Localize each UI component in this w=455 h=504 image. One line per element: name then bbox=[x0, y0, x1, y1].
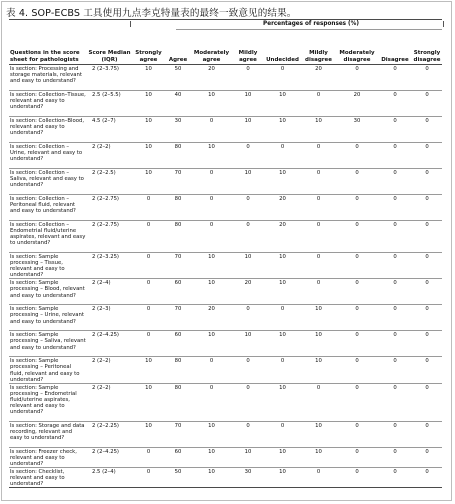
percentage-cell: 0 bbox=[412, 383, 442, 421]
consensus-table bbox=[9, 35, 442, 488]
percentage-cell: 0 bbox=[191, 357, 232, 383]
percentage-cell: 0 bbox=[264, 65, 301, 91]
percentage-cell: 0 bbox=[301, 169, 336, 195]
percentage-cell: 70 bbox=[165, 253, 191, 279]
percentage-cell: 10 bbox=[191, 331, 232, 357]
table-row bbox=[9, 195, 442, 221]
percentage-cell: 60 bbox=[165, 447, 191, 467]
median-cell: 2 (2–2.25) bbox=[87, 421, 132, 447]
percentage-cell: 10 bbox=[132, 91, 165, 117]
question-cell: Is section: Sample processing – Tissue, relevant and easy to understand? bbox=[9, 253, 87, 279]
percentage-cell: 0 bbox=[132, 253, 165, 279]
percentage-cell: 0 bbox=[191, 383, 232, 421]
percentage-cell: 10 bbox=[301, 447, 336, 467]
percentage-cell: 10 bbox=[232, 331, 264, 357]
percentage-cell: 0 bbox=[336, 253, 378, 279]
top-rule bbox=[9, 19, 442, 20]
percentage-cell: 0 bbox=[412, 117, 442, 143]
percentage-cell: 70 bbox=[165, 421, 191, 447]
percentage-cell: 0 bbox=[336, 305, 378, 331]
median-cell: 2 (2–2.75) bbox=[87, 195, 132, 221]
percentage-cell: 0 bbox=[378, 279, 412, 305]
percentage-cell: 80 bbox=[165, 143, 191, 169]
table-row bbox=[9, 117, 442, 143]
question-cell: Is section: Storage and data recording, relevant and easy to understand? bbox=[9, 421, 87, 447]
percentage-cell: 60 bbox=[165, 331, 191, 357]
percentage-cell: 0 bbox=[191, 169, 232, 195]
percentage-cell: 10 bbox=[264, 253, 301, 279]
percentage-cell: 0 bbox=[378, 253, 412, 279]
percentage-cell: 0 bbox=[378, 331, 412, 357]
percentage-cell: 0 bbox=[301, 279, 336, 305]
median-cell: 2 (2–4.25) bbox=[87, 447, 132, 467]
percentage-cell: 40 bbox=[165, 91, 191, 117]
percentages-header: Percentages of responses (%) bbox=[263, 21, 359, 27]
percentage-cell: 10 bbox=[191, 253, 232, 279]
percentage-cell: 20 bbox=[264, 195, 301, 221]
percentage-cell: 10 bbox=[301, 117, 336, 143]
percentage-cell: 10 bbox=[264, 331, 301, 357]
question-cell: Is section: Processing and storage materials, relevant and easy to understand? bbox=[9, 65, 87, 91]
table-row bbox=[9, 468, 442, 488]
percentage-cell: 0 bbox=[232, 143, 264, 169]
table-row bbox=[9, 91, 442, 117]
table-row bbox=[9, 253, 442, 279]
percentage-cell: 20 bbox=[301, 65, 336, 91]
percentage-cell: 0 bbox=[412, 253, 442, 279]
percentage-cell: 0 bbox=[412, 421, 442, 447]
median-cell: 2 (2–3) bbox=[87, 305, 132, 331]
question-cell: Is section: Sample processing – Endometrial fluid/uterine aspirates, relevant and easy to understand? bbox=[9, 383, 87, 421]
percentage-cell: 0 bbox=[336, 331, 378, 357]
percentage-cell: 0 bbox=[301, 253, 336, 279]
percentage-cell: 30 bbox=[336, 117, 378, 143]
percentage-cell: 0 bbox=[412, 468, 442, 488]
percentage-cell: 0 bbox=[378, 169, 412, 195]
percentage-cell: 0 bbox=[378, 305, 412, 331]
percentage-cell: 30 bbox=[165, 117, 191, 143]
percentage-cell: 0 bbox=[378, 143, 412, 169]
percentage-cell: 20 bbox=[232, 279, 264, 305]
question-cell: Is section: Sample processing – Peritoneal fluid, relevant and easy to understand? bbox=[9, 357, 87, 383]
percentage-cell: 10 bbox=[264, 91, 301, 117]
percentage-cell: 0 bbox=[132, 279, 165, 305]
percentage-cell: 10 bbox=[232, 117, 264, 143]
percentage-cell: 0 bbox=[232, 221, 264, 253]
table-row bbox=[9, 447, 442, 467]
percentage-cell: 0 bbox=[336, 195, 378, 221]
percentage-cell: 80 bbox=[165, 221, 191, 253]
percentage-cell: 0 bbox=[232, 421, 264, 447]
question-cell: Is section: Sample processing – Blood, relevant and easy to understand? bbox=[9, 279, 87, 305]
question-cell: Is section: Collection–Tissue, relevant and easy to understand? bbox=[9, 91, 87, 117]
percentage-cell: 10 bbox=[301, 421, 336, 447]
percentage-cell: 10 bbox=[191, 447, 232, 467]
question-cell: Is section: Sample processing – Urine, relevant and easy to understand? bbox=[9, 305, 87, 331]
percentage-cell: 0 bbox=[232, 383, 264, 421]
percentage-cell: 0 bbox=[132, 447, 165, 467]
median-cell: 2 (2–2) bbox=[87, 357, 132, 383]
percentage-cell: 0 bbox=[132, 305, 165, 331]
col-moderately-disagree: Moderately disagree bbox=[336, 35, 378, 65]
table-row bbox=[9, 305, 442, 331]
percentage-cell: 0 bbox=[232, 305, 264, 331]
percentage-cell: 0 bbox=[264, 143, 301, 169]
table-row bbox=[9, 331, 442, 357]
percentage-cell: 10 bbox=[132, 383, 165, 421]
percentage-cell: 10 bbox=[132, 143, 165, 169]
percentage-cell: 0 bbox=[412, 447, 442, 467]
percentage-cell: 0 bbox=[378, 117, 412, 143]
median-cell: 2.5 (2–4) bbox=[87, 468, 132, 488]
percentage-cell: 0 bbox=[301, 91, 336, 117]
median-cell: 2 (2–2.5) bbox=[87, 169, 132, 195]
question-cell: Is section: Checklist, relevant and easy to understand? bbox=[9, 468, 87, 488]
percentage-cell: 10 bbox=[232, 253, 264, 279]
table-row bbox=[9, 143, 442, 169]
median-cell: 2 (2–4) bbox=[87, 279, 132, 305]
col-undecided: Undecided bbox=[264, 35, 301, 65]
question-cell: Is section: Collection–Blood, relevant and easy to understand? bbox=[9, 117, 87, 143]
percentage-cell: 0 bbox=[412, 195, 442, 221]
percentage-cell: 10 bbox=[264, 383, 301, 421]
col-mildly-agree: Mildly agree bbox=[232, 35, 264, 65]
percentage-cell: 0 bbox=[336, 447, 378, 467]
col-strongly-disagree: Strongly disagree bbox=[412, 35, 442, 65]
percentage-cell: 0 bbox=[336, 143, 378, 169]
col-question: Questions in the score sheet for pathologists bbox=[9, 35, 87, 65]
table-row bbox=[9, 65, 442, 91]
percentage-cell: 30 bbox=[232, 468, 264, 488]
percentage-cell: 0 bbox=[412, 91, 442, 117]
question-cell: Is section: Collection – Urine, relevant and easy to understand? bbox=[9, 143, 87, 169]
percentage-cell: 0 bbox=[336, 221, 378, 253]
percentage-cell: 0 bbox=[191, 195, 232, 221]
percent-span-rule bbox=[176, 29, 442, 30]
percentage-cell: 0 bbox=[301, 143, 336, 169]
percentage-cell: 20 bbox=[336, 91, 378, 117]
question-cell: Is section: Sample processing – Saliva, relevant and easy to understand? bbox=[9, 331, 87, 357]
percentage-cell: 0 bbox=[336, 468, 378, 488]
percentage-cell: 80 bbox=[165, 195, 191, 221]
percentage-cell: 0 bbox=[412, 357, 442, 383]
median-cell: 2 (2–2) bbox=[87, 383, 132, 421]
percentage-cell: 0 bbox=[232, 65, 264, 91]
median-cell: 2 (2–4.25) bbox=[87, 331, 132, 357]
percentage-cell: 0 bbox=[378, 383, 412, 421]
table-row bbox=[9, 169, 442, 195]
percentage-cell: 0 bbox=[264, 421, 301, 447]
table-row bbox=[9, 421, 442, 447]
table-body bbox=[9, 65, 442, 488]
percentage-cell: 10 bbox=[132, 65, 165, 91]
median-cell: 2 (2–3.25) bbox=[87, 253, 132, 279]
percentage-cell: 10 bbox=[301, 357, 336, 383]
percentage-cell: 0 bbox=[336, 169, 378, 195]
table-row bbox=[9, 383, 442, 421]
percentage-cell: 10 bbox=[264, 169, 301, 195]
percentage-cell: 10 bbox=[264, 468, 301, 488]
percentage-cell: 50 bbox=[165, 468, 191, 488]
median-cell: 2 (2–2) bbox=[87, 143, 132, 169]
median-cell: 2 (2–3.75) bbox=[87, 65, 132, 91]
percentage-cell: 10 bbox=[132, 169, 165, 195]
header-tick-left bbox=[130, 21, 131, 27]
percentage-cell: 10 bbox=[264, 447, 301, 467]
percentage-cell: 10 bbox=[232, 91, 264, 117]
percentage-cell: 0 bbox=[412, 279, 442, 305]
col-median: Score Median (IQR) bbox=[87, 35, 132, 65]
percentage-cell: 10 bbox=[232, 169, 264, 195]
table-row bbox=[9, 221, 442, 253]
percentage-cell: 10 bbox=[301, 305, 336, 331]
percentage-cell: 80 bbox=[165, 383, 191, 421]
percentage-cell: 0 bbox=[132, 468, 165, 488]
percentage-cell: 0 bbox=[412, 143, 442, 169]
percentage-cell: 0 bbox=[336, 357, 378, 383]
header-row bbox=[9, 35, 442, 65]
table-row bbox=[9, 279, 442, 305]
percentage-cell: 0 bbox=[301, 195, 336, 221]
percentage-cell: 10 bbox=[191, 279, 232, 305]
percentage-cell: 0 bbox=[412, 331, 442, 357]
percentage-cell: 0 bbox=[336, 279, 378, 305]
percentage-cell: 0 bbox=[191, 117, 232, 143]
col-agree: Agree bbox=[165, 35, 191, 65]
question-cell: Is section: Collection – Saliva, relevant and easy to understand? bbox=[9, 169, 87, 195]
percentage-cell: 10 bbox=[191, 421, 232, 447]
col-strongly-agree: Strongly agree bbox=[132, 35, 165, 65]
percentage-cell: 0 bbox=[378, 65, 412, 91]
question-cell: Is section: Collection – Peritoneal fluid, relevant and easy to understand? bbox=[9, 195, 87, 221]
percentage-cell: 10 bbox=[301, 331, 336, 357]
percentage-cell: 0 bbox=[232, 357, 264, 383]
percentage-cell: 0 bbox=[264, 357, 301, 383]
percentage-cell: 0 bbox=[378, 357, 412, 383]
percentage-cell: 0 bbox=[378, 91, 412, 117]
percentage-cell: 0 bbox=[132, 195, 165, 221]
median-cell: 2 (2–2.75) bbox=[87, 221, 132, 253]
percentage-cell: 10 bbox=[191, 143, 232, 169]
percentage-cell: 10 bbox=[132, 117, 165, 143]
percentage-cell: 0 bbox=[336, 421, 378, 447]
percentage-cell: 0 bbox=[132, 331, 165, 357]
percentage-cell: 10 bbox=[132, 421, 165, 447]
question-cell: Is section: Collection – Endometrial fluid/uterine aspirates, relevant and easy to understand? bbox=[9, 221, 87, 253]
percentage-cell: 0 bbox=[412, 305, 442, 331]
percentage-cell: 10 bbox=[264, 117, 301, 143]
percentage-cell: 0 bbox=[191, 221, 232, 253]
table-row bbox=[9, 357, 442, 383]
question-cell: Is section: Freezer check, relevant and easy to understand? bbox=[9, 447, 87, 467]
percentage-cell: 0 bbox=[378, 447, 412, 467]
percentage-cell: 60 bbox=[165, 279, 191, 305]
percentage-cell: 0 bbox=[301, 468, 336, 488]
percentage-cell: 0 bbox=[378, 421, 412, 447]
percentage-cell: 80 bbox=[165, 357, 191, 383]
percentage-cell: 0 bbox=[412, 169, 442, 195]
percentage-cell: 0 bbox=[232, 195, 264, 221]
percentage-cell: 0 bbox=[412, 65, 442, 91]
median-cell: 4.5 (2–7) bbox=[87, 117, 132, 143]
percentage-cell: 20 bbox=[264, 221, 301, 253]
percentage-cell: 0 bbox=[412, 221, 442, 253]
percentage-cell: 10 bbox=[132, 357, 165, 383]
percentage-cell: 0 bbox=[301, 221, 336, 253]
percentage-cell: 20 bbox=[191, 305, 232, 331]
table-title: 表 4. SOP-ECBS 工具使用九点李克特量表的最终一致意见的结果。 bbox=[6, 8, 297, 19]
col-moderately-agree: Moderately agree bbox=[191, 35, 232, 65]
percentage-cell: 10 bbox=[232, 447, 264, 467]
percentage-cell: 0 bbox=[132, 221, 165, 253]
percentage-cell: 0 bbox=[378, 468, 412, 488]
percentage-cell: 10 bbox=[191, 91, 232, 117]
percentage-cell: 10 bbox=[264, 279, 301, 305]
percentage-cell: 10 bbox=[191, 468, 232, 488]
percentage-cell: 20 bbox=[191, 65, 232, 91]
median-cell: 2.5 (2–5.5) bbox=[87, 91, 132, 117]
col-disagree: Disagree bbox=[378, 35, 412, 65]
percentage-cell: 0 bbox=[378, 195, 412, 221]
percentage-cell: 70 bbox=[165, 305, 191, 331]
percentage-cell: 70 bbox=[165, 169, 191, 195]
percentage-cell: 0 bbox=[301, 383, 336, 421]
col-mildly-disagree: Mildly disagree bbox=[301, 35, 336, 65]
percentage-cell: 0 bbox=[336, 383, 378, 421]
percentage-cell: 50 bbox=[165, 65, 191, 91]
percentage-cell: 0 bbox=[264, 305, 301, 331]
percentage-cell: 0 bbox=[378, 221, 412, 253]
percentage-cell: 0 bbox=[336, 65, 378, 91]
